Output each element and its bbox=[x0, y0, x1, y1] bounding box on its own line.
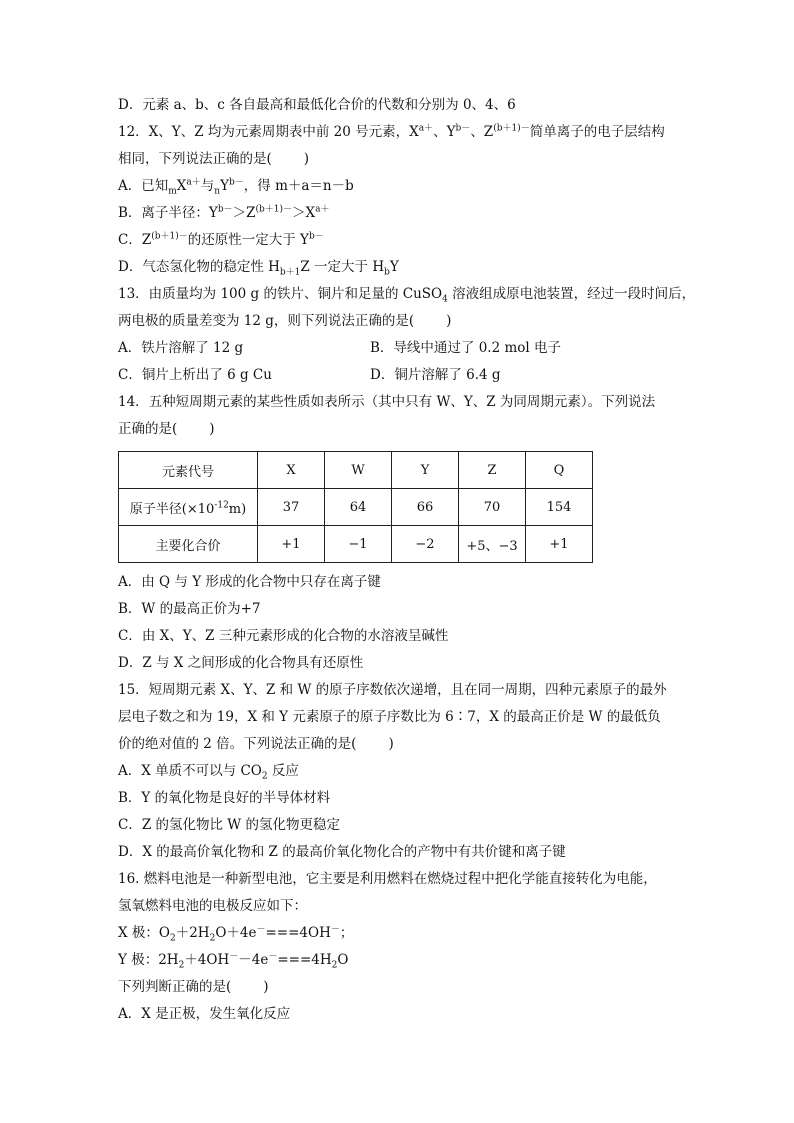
q13-options-row1 bbox=[118, 335, 678, 362]
table-cell: 70 bbox=[459, 489, 526, 526]
q14-stem-line1: 14．五种短周期元素的某些性质如表所示（其中只有 W、Y、Z 为同周期元素）。下列说法 bbox=[118, 394, 656, 410]
q16-y-electrode-equation: Y 极：$2H_2+4OH^--4e^-===4H_2O$ bbox=[118, 951, 349, 971]
q13-stem-line2: 两电极的质量差变为 12 g，则下列说法正确的是( ) bbox=[118, 313, 452, 329]
q14-option-d: D．Z 与 X 之间形成的化合物具有还原性 bbox=[118, 655, 364, 671]
q13-option-a: A．铁片溶解了 12 g bbox=[118, 340, 244, 356]
table-cell: W bbox=[325, 452, 392, 489]
q12-stem-line2: 相同，下列说法正确的是( ) bbox=[118, 151, 310, 167]
table-cell: X bbox=[258, 452, 325, 489]
table-header-cell: 主要化合价 bbox=[119, 526, 258, 563]
q14-stem-line2: 正确的是( ) bbox=[118, 421, 215, 437]
table-cell: Q bbox=[526, 452, 593, 489]
q16-x-electrode-equation: X 极：$O_2+2H_2O+4e^-===4OH^-$； bbox=[118, 924, 354, 944]
q15-option-a: A．X 单质不可以与 $CO_2$ 反应 bbox=[118, 763, 299, 782]
table-cell: 64 bbox=[325, 489, 392, 526]
q15-stem-line2: 层电子数之和为 19，X 和 Y 元素原子的原子序数比为 6∶7，X 的最高正价是 W 的最低负 bbox=[118, 709, 661, 725]
q16-option-a: A．X 是正极，发生氧化反应 bbox=[118, 1006, 291, 1022]
table-cell: 37 bbox=[258, 489, 325, 526]
table-row-atomic-radius bbox=[119, 489, 593, 526]
table-cell: Y bbox=[392, 452, 459, 489]
q13-options-row2 bbox=[118, 362, 678, 389]
q16-stem-line2: 氢氧燃料电池的电极反应如下： bbox=[118, 898, 307, 914]
q14-option-b: B．W 的最高正价为+7 bbox=[118, 601, 261, 617]
table-cell: −2 bbox=[392, 526, 459, 563]
q16-judge-line: 下列判断正确的是( ) bbox=[118, 979, 269, 995]
q15-stem-line3: 价的绝对值的 2 倍。下列说法正确的是( ) bbox=[118, 736, 394, 752]
q11-option-d: D．元素 a、b、c 各自最高和最低化合价的代数和分别为 0、4、6 bbox=[118, 97, 516, 113]
q12-option-b: B．离子半径：$Y^{b-}>Z^{(b+1)-}>X^{a+}$ bbox=[118, 204, 330, 221]
q14-option-c: C．由 X、Y、Z 三种元素形成的化合物的水溶液呈碱性 bbox=[118, 628, 449, 644]
table-cell: +5、−3 bbox=[459, 526, 526, 563]
q12-option-c: C．$Z^{(b+1)-}$的还原性一定大于 $Y^{b-}$ bbox=[118, 231, 324, 248]
q15-option-d: D．X 的最高价氧化物和 Z 的最高价氧化物化合的产物中有共价键和离子键 bbox=[118, 844, 566, 860]
q12-option-a: A．已知$_mX^{a+}$与$_nY^{b-}$，得 m＋a＝n－b bbox=[118, 177, 354, 197]
q15-option-c: C．Z 的氢化物比 W 的氢化物更稳定 bbox=[118, 817, 340, 833]
table-row-element-code bbox=[119, 452, 593, 489]
table-header-cell: 元素代号 bbox=[119, 452, 258, 489]
table-cell: +1 bbox=[258, 526, 325, 563]
table-cell: −1 bbox=[325, 526, 392, 563]
q12-stem-line1: 12．X、Y、Z 均为元素周期表中前 20 号元素，$X^{a+}$、$Y^{b-}$、$Z^{(b+1)-}$简单离子的电子层结构 bbox=[118, 123, 665, 140]
table-header-cell: 原子半径$(\times 10^{-12}m)$ bbox=[119, 489, 258, 526]
table-cell: Z bbox=[459, 452, 526, 489]
element-properties-table bbox=[118, 451, 593, 563]
table-cell: +1 bbox=[526, 526, 593, 563]
q13-option-d: D．铜片溶解了 6.4 g bbox=[370, 367, 501, 383]
exam-page bbox=[118, 92, 696, 1028]
q14-option-a: A．由 Q 与 Y 形成的化合物中只存在离子键 bbox=[118, 574, 381, 590]
q13-option-c: C．铜片上析出了 6 g Cu bbox=[118, 367, 272, 383]
table-cell: 154 bbox=[526, 489, 593, 526]
q15-stem-line1: 15．短周期元素 X、Y、Z 和 W 的原子序数依次递增，且在同一周期，四种元素原子的最外 bbox=[118, 682, 667, 698]
table-row-valence bbox=[119, 526, 593, 563]
q13-stem-line1: 13．由质量均为 100 g 的铁片、铜片和足量的 CuSO$_4$ 溶液组成原电池装置，经过一段时间后， bbox=[118, 286, 696, 305]
q16-stem-line1: 16. 燃料电池是一种新型电池，它主要是利用燃料在燃烧过程中把化学能直接转化为电能， bbox=[118, 871, 657, 887]
q15-option-b: B．Y 的氧化物是良好的半导体材料 bbox=[118, 790, 331, 806]
table-cell: 66 bbox=[392, 489, 459, 526]
q13-option-b: B．导线中通过了 0.2 mol 电子 bbox=[370, 340, 562, 356]
q12-option-d: D．气态氢化物的稳定性 $H_{b+1}Z$ 一定大于 $H_bY$ bbox=[118, 259, 399, 278]
